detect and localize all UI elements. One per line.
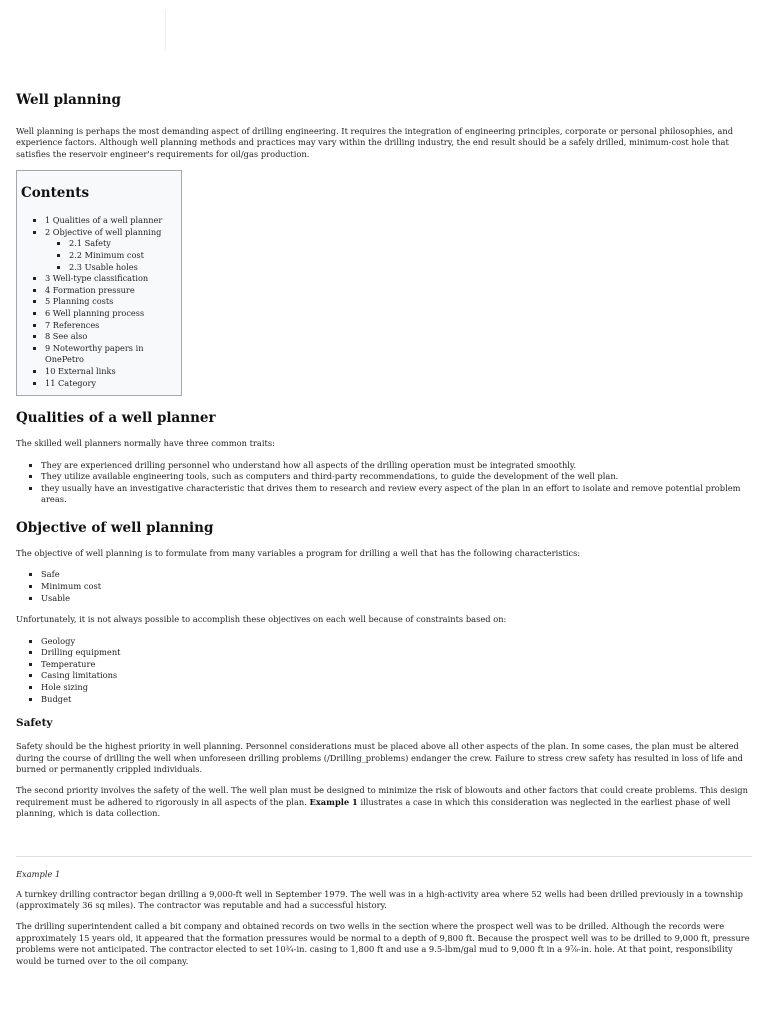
example-paragraph-2: The drilling superintendent called a bit company and obtained records on two wells in the section where the prospect well was to be drilled. Although the records were approximately 15 years old, it appeared that the formation pressures would be normal to a depth of 9,800 ft. Because the prospect well was to be drilled to 9,000 ft, pressure problems were not anticipated. The contractor elected to set 10¾-in. casing to 1,800 ft and use a 9.5-lbm/gal mud to 9,000 ft in a 9⅞-in. hole. At that point, responsibility would be turned over to the oil company. <box>16 921 750 966</box>
toc-link[interactable]: 1 Qualities of a well planner <box>45 215 163 226</box>
toc-link[interactable]: 2 Objective of well planning <box>45 226 162 237</box>
toc-link[interactable]: 9 Noteworthy papers in OnePetro <box>45 342 144 365</box>
toc-item <box>69 262 181 274</box>
toc-item <box>69 238 181 250</box>
heading-objective: Objective of well planning <box>16 520 214 536</box>
qualities-intro: The skilled well planners normally have three common traits: <box>16 438 275 449</box>
toc-list <box>21 215 181 389</box>
list-item: ▪ Geology <box>41 636 752 648</box>
objective-intro: The objective of well planning is to formulate from many variables a program for drilling a well that has the following characteristics: <box>16 548 581 558</box>
toc-title: Contents <box>21 185 90 202</box>
safety-text: The second priority involves the safety of the well. The well plan must be designed to minimize the risk of blowouts and other factors that could create problems. This design requirement must be adhered to rigorously in all aspects of the plan. <box>16 785 748 807</box>
constraints-list <box>16 636 752 706</box>
toc-link[interactable]: 5 Planning costs <box>45 296 114 307</box>
toc-item <box>45 296 181 308</box>
toc-link[interactable]: 7 References <box>45 319 100 330</box>
intro-paragraph: Well planning is perhaps the most demanding aspect of drilling engineering. It requires the integration of engineering principles, corporate or personal philosophies, and experience factors. Although well planning methods and practices may vary within the drilling industry, the end result should be a safely drilled, minimum-cost hole that satisfies the reservoir engineer's requirements for oil/gas production. <box>16 126 734 159</box>
list-item: ▪ Minimum cost <box>41 581 752 593</box>
toc-item <box>45 215 181 227</box>
toc-item <box>45 331 181 343</box>
toc-link[interactable]: 3 Well-type classification <box>45 273 149 284</box>
heading-safety: Safety <box>16 717 53 730</box>
toc-link[interactable]: 8 See also <box>45 331 88 342</box>
toc-item <box>45 320 181 332</box>
table-of-contents <box>16 170 182 396</box>
qualities-list <box>16 460 752 506</box>
example-divider <box>16 856 752 857</box>
toc-item <box>45 366 181 378</box>
toc-link[interactable]: 2.3 Usable holes <box>69 261 138 272</box>
example-paragraph-1: A turnkey drilling contractor began drilling a 9,000-ft well in September 1979. The well was in a high-activity area where 52 wells had been drilled previously in a township (approximately 36 sq miles). The contractor was reputable and had a successful history. <box>16 888 743 910</box>
safety-text: illustrates a case in which this consideration was neglected in the earliest phase of well planning, which is data collection. <box>16 796 731 819</box>
toc-item <box>45 308 181 320</box>
example-reference: Example 1 <box>309 796 358 807</box>
list-item: ▪ They utilize available engineering tools, such as computers and third-party recommendations, to guide the development of the well plan. <box>41 471 752 483</box>
page-title: Well planning <box>16 92 121 108</box>
toc-item <box>45 273 181 285</box>
toc-item <box>45 227 181 273</box>
list-item: ▪ Temperature <box>41 659 752 671</box>
list-item: ▪ Usable <box>41 593 752 605</box>
constraints-intro: Unfortunately, it is not always possible to accomplish these objectives on each well because of constraints based on: <box>16 614 507 625</box>
list-item: ▪ they usually have an investigative characteristic that drives them to research and review every aspect of the plan in an effort to isolate and remove potential problem areas. <box>41 483 752 506</box>
toc-item <box>69 250 181 262</box>
article <box>16 92 752 977</box>
heading-qualities: Qualities of a well planner <box>16 410 216 427</box>
toc-link[interactable]: 6 Well planning process <box>45 307 145 318</box>
top-divider <box>165 10 166 50</box>
safety-paragraph-1: Safety should be the highest priority in well planning. Personnel considerations must be placed above all other aspects of the plan. In some cases, the plan must be altered during the course of drilling the well when unforeseen drilling problems (/Drilling_problems) endanger the crew. Failure to stress crew safety has resulted in loss of life and burned or permanently crippled individuals. <box>16 741 743 774</box>
list-item: ▪ Safe <box>41 569 752 581</box>
toc-sublist <box>45 238 181 273</box>
list-item: ▪ Hole sizing <box>41 682 752 694</box>
example-title: Example 1 <box>16 868 61 879</box>
toc-link[interactable]: 10 External links <box>45 365 116 376</box>
toc-item <box>45 378 181 390</box>
toc-link[interactable]: 4 Formation pressure <box>45 284 135 295</box>
list-item: ▪ Casing limitations <box>41 670 752 682</box>
toc-item <box>45 285 181 297</box>
toc-link[interactable]: 2.1 Safety <box>69 238 111 249</box>
list-item: ▪ Budget <box>41 694 752 706</box>
list-item: ▪ Drilling equipment <box>41 647 752 659</box>
toc-item <box>45 343 181 366</box>
objective-list <box>16 569 752 604</box>
toc-link[interactable]: 2.2 Minimum cost <box>69 250 144 260</box>
list-item: ▪ They are experienced drilling personnel who understand how all aspects of the drilling operation must be integrated smoothly. <box>41 460 752 472</box>
safety-paragraph-2 <box>16 785 752 819</box>
toc-link[interactable]: 11 Category <box>45 377 97 388</box>
